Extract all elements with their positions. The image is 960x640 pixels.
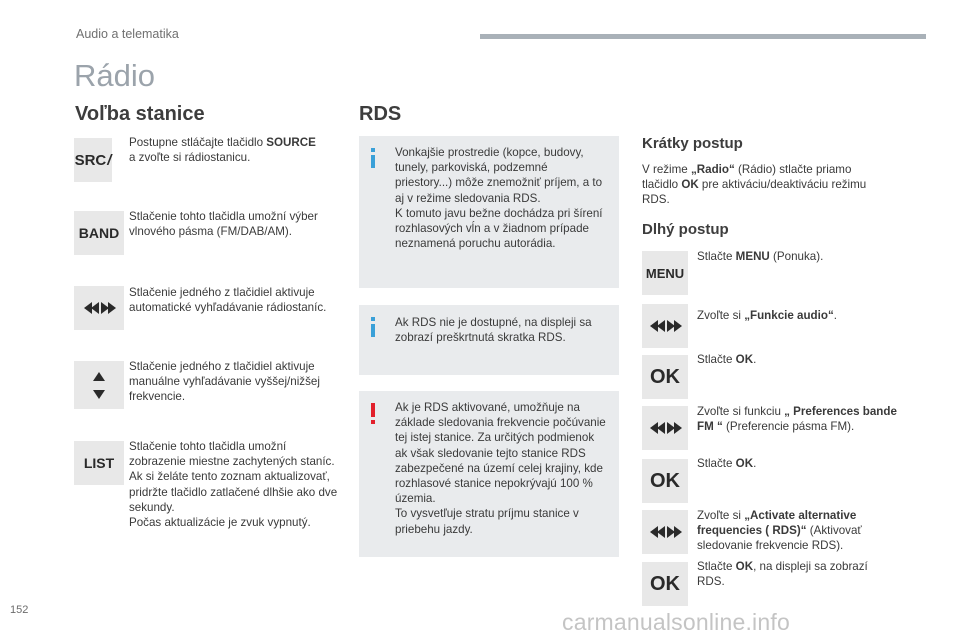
step-3-text: Stlačte OK. [697,353,757,366]
rds-heading: RDS [359,103,402,125]
long-procedure-heading: Dlhý postup [642,221,729,238]
info-icon [371,148,375,168]
ok-button-icon: OK [642,355,688,399]
step-5-text: Stlačte OK. [697,457,757,470]
list-button-icon: LIST [74,441,124,485]
band-description: Stlačenie tohto tlačidla umožní výber vlnového pásma (FM/DAB/AM). [129,210,318,239]
short-procedure-heading: Krátky postup [642,135,743,152]
info-icon [371,317,375,337]
step-4-text: Zvoľte si funkciu „ Preferences bande FM “ (Preferencie pásma FM). [697,405,897,434]
up-down-buttons-icon [74,361,124,409]
step-2-text: Zvoľte si „Funkcie audio“. [697,309,837,322]
band-button-icon: BAND [74,211,124,255]
section-header: Audio a telematika [76,27,179,41]
step-1-text: Stlačte MENU (Ponuka). [697,250,824,263]
page-title: Rádio [74,58,155,93]
seek-buttons-icon [642,406,688,450]
seek-description: Stlačenie jedného z tlačidiel aktivuje automatické vyhľadávanie rádiostaníc. [129,286,327,315]
seek-buttons-icon [74,286,124,330]
step-6-text: Zvoľte si „Activate alternative frequencies ( RDS)“ (Aktivovať sledovanie frekvencie RDS). [697,509,862,553]
seek-buttons-icon [642,510,688,554]
src-button-icon: SRC / [74,138,112,182]
header-bar [480,34,926,39]
page-number: 152 [10,604,29,616]
seek-buttons-icon [642,304,688,348]
manual-search-description: Stlačenie jedného z tlačidiel aktivuje manuálne vyhľadávanie vyššej/nižšej frekvencie. [129,360,320,404]
watermark: carmanualsonline.info [562,609,790,635]
warning-icon [371,403,375,423]
rds-info-note-2: Ak RDS nie je dostupné, na displeji sa zobrazí preškrtnutá skratka RDS. [359,305,619,375]
src-description: Postupne stláčajte tlačidlo SOURCE a zvoľte si rádiostanicu. [129,136,316,165]
rds-info-note-1: Vonkajšie prostredie (kopce, budovy, tunely, parkoviská, podzemné priestory...) môže znemožniť príjem, a to aj v režime sledovania RDS. K tomuto javu bežne dochádza pri šírení rozhlasových vĺn a v žiadnom prípade neznamená poruchu autorádia. [359,136,619,288]
rds-warning-note: Ak je RDS aktivované, umožňuje na základe sledovania frekvencie počúvanie tej istej stanice. Za určitých podmienok ak však sledovanie tejto stanice RDS zabezpečené na území celej krajiny, kde rozhlasové stanice nepokrývajú 100 % územia. To vysvetľuje stratu príjmu stanice v priebehu jazdy. [359,391,619,557]
station-heading: Voľba stanice [75,103,205,125]
menu-button-icon: MENU [642,251,688,295]
ok-button-icon: OK [642,459,688,503]
ok-button-icon: OK [642,562,688,606]
short-procedure-text: V režime „Radio“ (Rádio) stlačte priamo tlačidlo OK pre aktiváciu/deaktiváciu režimu RDS. [642,163,867,207]
list-description: Stlačenie tohto tlačidla umožní zobrazenie miestne zachytených staníc. Ak si želáte tento zoznam aktualizovať, pridržte tlačidlo zatlačené dlhšie ako dve sekundy. Počas aktualizácie je zvuk vypnutý. [129,440,338,530]
step-7-text: Stlačte OK, na displeji sa zobrazí RDS. [697,560,868,589]
